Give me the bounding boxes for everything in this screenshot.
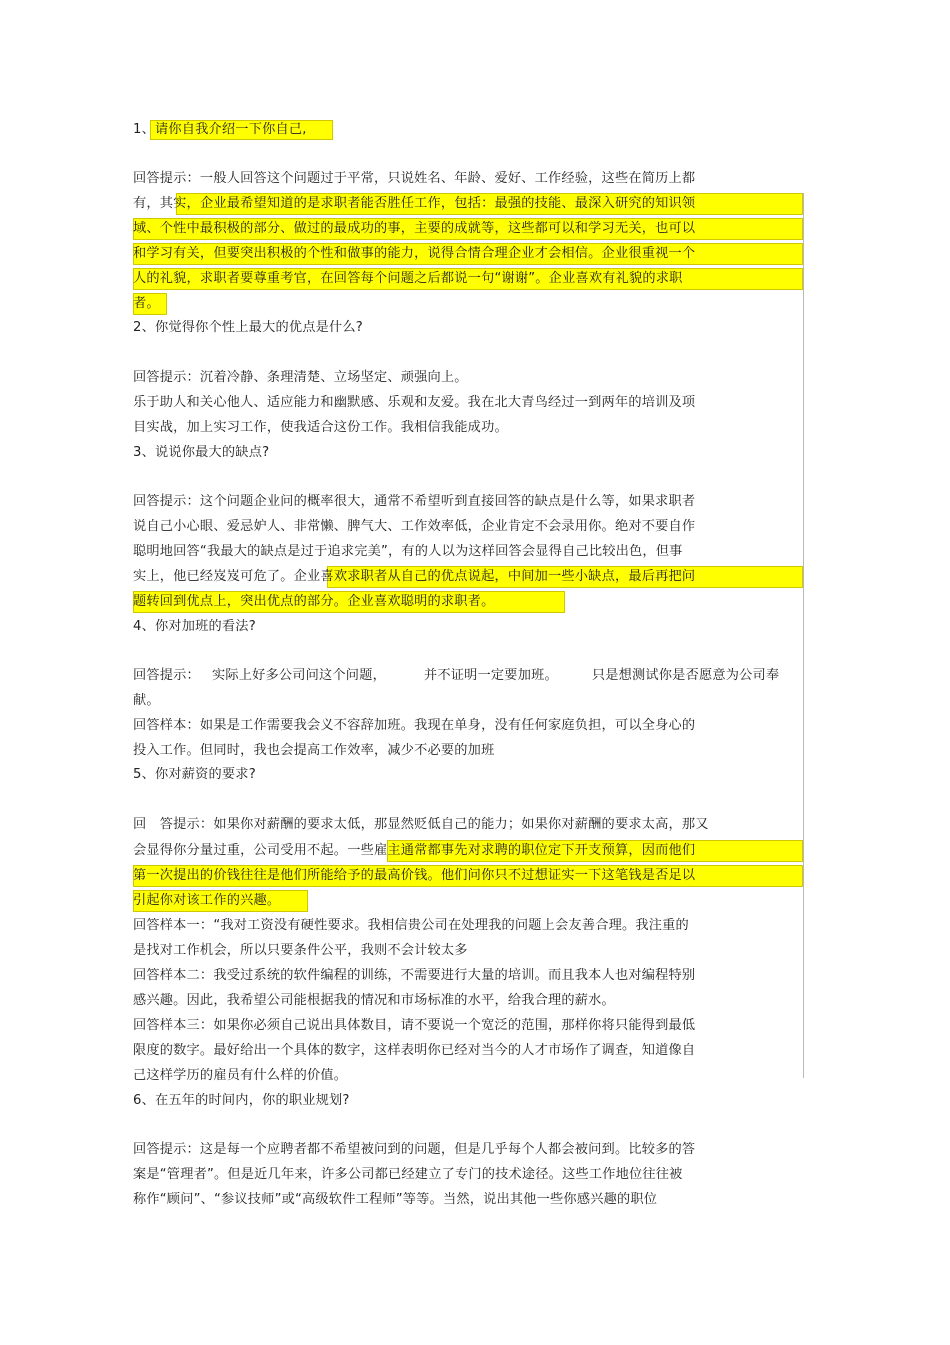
q3-answer-line-2: 说自己小心眼、爱忌妒人、非常懒、脾气大、工作效率低，企业肯定不会录用你。绝对不要自作	[133, 519, 696, 534]
q4-answer-line-2: 献。	[133, 693, 160, 708]
q4-sample-line-1: 回答样本：如果是工作需要我会义不容辞加班。我现在单身，没有任何家庭负担，可以全身心的	[133, 718, 696, 733]
q3-answer-line-5: 题转回到优点上，突出优点的部分。企业喜欢聪明的求职者。	[133, 594, 495, 609]
question-6: 6、在五年的时间内，你的职业规划?	[133, 1093, 350, 1108]
q4-answer-line-1: 回答提示： 实际上好多公司问这个问题， 并不证明一定要加班。 只是想测试你是否愿意为公司奉	[133, 668, 780, 683]
q5-answer-line-3: 第一次提出的价钱往往是他们所能给予的最高价钱。他们问你只不过想证实一下这笔钱是否足以	[133, 868, 696, 883]
q4-sample-line-2: 投入工作。但同时，我也会提高工作效率，减少不必要的加班	[133, 743, 495, 758]
q3-answer-line-1: 回答提示：这个问题企业问的概率很大，通常不希望听到直接回答的缺点是什么等，如果求职者	[133, 494, 696, 509]
q3-answer-line-3: 聪明地回答“我最大的缺点是过于追求完美”，有的人以为这样回答会显得自己比较出色，但事	[133, 544, 683, 559]
q6-answer-line-3: 称作“顾问”、“参议技师”或“高级软件工程师”等等。当然，说出其他一些你感兴趣的职位	[133, 1192, 658, 1207]
q2-answer-line-3: 目实战，加上实习工作，使我适合这份工作。我相信我能成功。	[133, 420, 508, 435]
q6-answer-line-2: 案是“管理者”。但是近几年来，许多公司都已经建立了专门的技术途径。这些工作地位往往被	[133, 1167, 683, 1182]
q2-answer-line-2: 乐于助人和关心他人、适应能力和幽默感、乐观和友爱。我在北大青鸟经过一到两年的培训及项	[133, 395, 696, 410]
q2-answer-line-1: 回答提示：沉着冷静、条理清楚、立场坚定、顽强向上。	[133, 370, 468, 385]
q1-answer-line-2: 有，其实，企业最希望知道的是求职者能否胜任工作，包括：最强的技能、最深入研究的知识领	[133, 196, 696, 211]
q6-answer-line-1: 回答提示：这是每一个应聘者都不希望被问到的问题，但是几乎每个人都会被问到。比较多的答	[133, 1142, 696, 1157]
q3-answer-line-4: 实上，他已经岌岌可危了。企业喜欢求职者从自己的优点说起，中间加一些小缺点，最后再把问	[133, 569, 696, 584]
q5-answer-line-4: 引起你对该工作的兴趣。	[133, 893, 281, 908]
q5-answer-line-1: 回 答提示：如果你对薪酬的要求太低，那显然贬低自己的能力；如果你对薪酬的要求太高，那又	[133, 817, 709, 832]
question-4: 4、你对加班的看法?	[133, 619, 256, 634]
q5-sample2-line-2: 感兴趣。因此，我希望公司能根据我的情况和市场标准的水平，给我合理的薪水。	[133, 993, 615, 1008]
q1-answer-line-6: 者。	[133, 296, 160, 311]
q5-sample1-line-2: 是找对工作机会，所以只要条件公平，我则不会计较太多	[133, 943, 468, 958]
question-3: 3、说说你最大的缺点?	[133, 445, 270, 460]
q5-answer-line-2: 会显得你分量过重，公司受用不起。一些雇主通常都事先对求聘的职位定下开支预算，因而他们	[133, 843, 696, 858]
question-5: 5、你对薪资的要求?	[133, 767, 256, 782]
q5-sample3-line-1: 回答样本三：如果你必须自己说出具体数目，请不要说一个宽泛的范围，那样你将只能得到最低	[133, 1018, 696, 1033]
question-1: 1、请你自我介绍一下你自己,	[133, 122, 307, 137]
q1-answer-line-3: 域、个性中最积极的部分、做过的最成功的事，主要的成就等，这些都可以和学习无关，也可以	[133, 221, 696, 236]
q1-answer-line-1: 回答提示：一般人回答这个问题过于平常，只说姓名、年龄、爱好、工作经验，这些在简历上都	[133, 171, 696, 186]
q5-sample2-line-1: 回答样本二：我受过系统的软件编程的训练，不需要进行大量的培训。而且我本人也对编程特别	[133, 968, 696, 983]
q1-answer-line-4: 和学习有关，但要突出积极的个性和做事的能力，说得合情合理企业才会相信。企业很重视一个	[133, 246, 696, 261]
q1-answer-line-5: 人的礼貌，求职者要尊重考官，在回答每个问题之后都说一句“谢谢”。企业喜欢有礼貌的求职	[133, 271, 683, 286]
q5-sample3-line-3: 己这样学历的雇员有什么样的价值。	[133, 1068, 348, 1083]
q5-sample1-line-1: 回答样本一：“我对工资没有硬性要求。我相信贵公司在处理我的问题上会友善合理。我注重的	[133, 918, 689, 933]
q5-sample3-line-2: 限度的数字。最好给出一个具体的数字，这样表明你已经对当今的人才市场作了调查，知道像自	[133, 1043, 696, 1058]
margin-rule	[803, 193, 804, 1078]
question-2: 2、你觉得你个性上最大的优点是什么?	[133, 320, 363, 335]
